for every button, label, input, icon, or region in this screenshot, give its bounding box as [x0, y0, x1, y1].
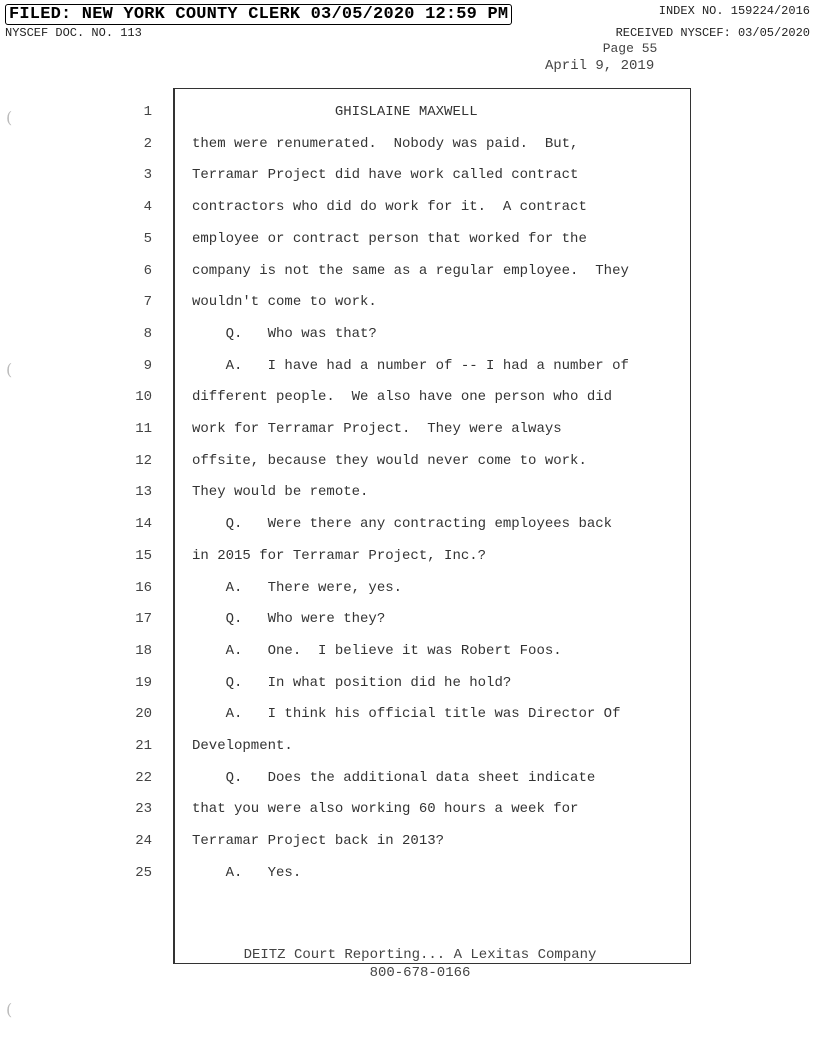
transcript-line: Q. Were there any contracting employees back: [192, 516, 613, 533]
transcript-line: in 2015 for Terramar Project, Inc.?: [192, 547, 487, 564]
line-number: 18: [135, 642, 152, 659]
scan-mark: (: [6, 360, 13, 379]
line-number: 15: [135, 547, 152, 564]
line-number: 1: [143, 104, 152, 120]
transcript-line: A. One. I believe it was Robert Foos.: [192, 642, 562, 659]
line-number: 9: [143, 357, 152, 374]
transcript-line: offsite, because they would never come to work.: [192, 452, 587, 469]
line-number: 5: [143, 230, 152, 247]
doc-number: NYSCEF DOC. NO. 113: [5, 26, 142, 40]
transcript-line: Development.: [192, 738, 293, 754]
transcript-line: Terramar Project back in 2013?: [192, 833, 445, 850]
transcript-line: wouldn't come to work.: [192, 294, 377, 311]
transcript-line: A. Yes.: [192, 864, 302, 881]
line-number: 25: [135, 864, 152, 881]
transcript-line: employee or contract person that worked for the: [192, 230, 587, 247]
line-number: 2: [143, 135, 152, 152]
transcript-line: Terramar Project did have work called contract: [192, 167, 579, 184]
footer-company: DEITZ Court Reporting... A Lexitas Company: [243, 947, 597, 963]
line-number: 16: [135, 579, 152, 596]
transcript-line: Q. Does the additional data sheet indicate: [192, 769, 596, 786]
line-number: 22: [135, 769, 152, 786]
transcript-line: Q. Who were they?: [192, 611, 386, 628]
transcript-line: They would be remote.: [192, 484, 369, 501]
line-number: 20: [135, 706, 152, 723]
line-number: 21: [135, 738, 152, 754]
line-number: 3: [143, 167, 152, 184]
line-number: 11: [135, 421, 152, 437]
page-number: Page 55: [602, 41, 658, 56]
index-number: INDEX NO. 159224/2016: [658, 4, 810, 18]
transcript-line: Q. Who was that?: [192, 325, 377, 342]
transcript-line: A. I have had a number of -- I had a number of: [192, 357, 629, 374]
transcript-line: that you were also working 60 hours a week for: [192, 801, 579, 818]
transcript-line: A. There were, yes.: [192, 579, 403, 596]
transcript-line: different people. We also have one person who did: [192, 389, 613, 406]
transcript-line: Q. In what position did he hold?: [192, 674, 512, 691]
line-number: 10: [135, 389, 152, 406]
line-number: 7: [143, 294, 152, 311]
line-number: 12: [135, 452, 152, 469]
deposition-date: April 9, 2019: [545, 58, 655, 74]
line-number: 19: [135, 674, 152, 691]
transcript-line: GHISLAINE MAXWELL: [192, 104, 478, 120]
line-number: 17: [135, 611, 152, 628]
line-number: 23: [135, 801, 152, 818]
transcript-line: contractors who did do work for it. A contract: [192, 199, 587, 216]
scan-mark: (: [6, 108, 13, 127]
line-number: 13: [135, 484, 152, 501]
filed-stamp: FILED: NEW YORK COUNTY CLERK 03/05/2020 12:59 PM: [5, 4, 512, 25]
line-number: 14: [135, 516, 152, 533]
transcript-line: work for Terramar Project. They were always: [192, 421, 562, 437]
line-number: 24: [135, 833, 152, 850]
line-number: 6: [143, 262, 152, 279]
transcript-line: A. I think his official title was Director Of: [192, 706, 621, 723]
scan-mark: (: [6, 1000, 13, 1019]
footer-phone: 800-678-0166: [369, 965, 471, 981]
received-date: RECEIVED NYSCEF: 03/05/2020: [615, 26, 810, 40]
line-number: 4: [143, 199, 152, 216]
transcript-line: them were renumerated. Nobody was paid. But,: [192, 135, 579, 152]
transcript-line: company is not the same as a regular employee. They: [192, 262, 629, 279]
line-number: 8: [143, 325, 152, 342]
